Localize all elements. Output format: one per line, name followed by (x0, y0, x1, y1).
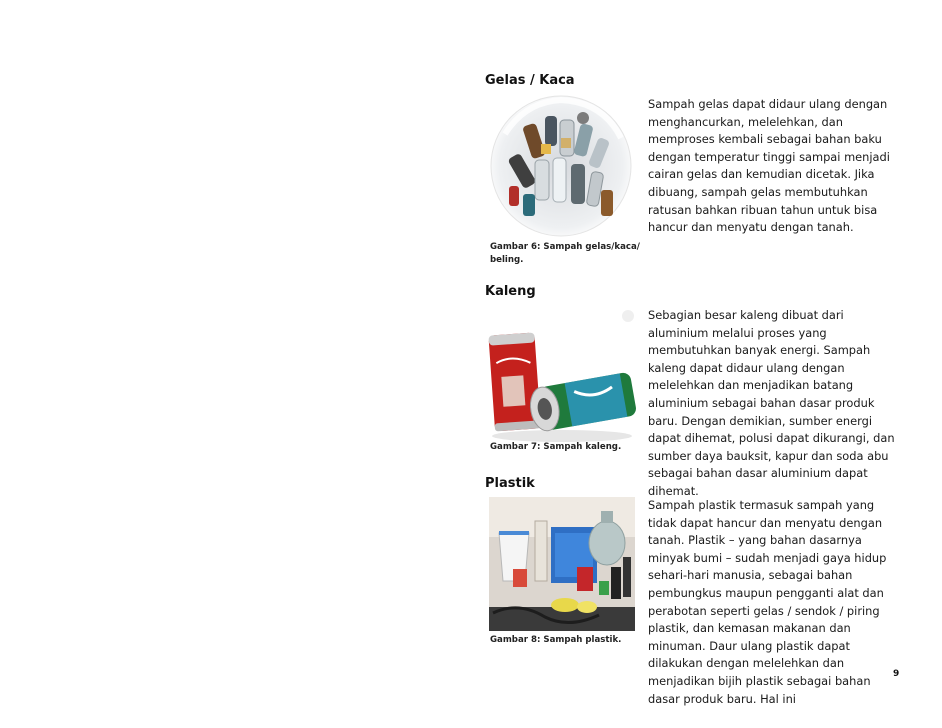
glass-bottles-image (485, 94, 637, 240)
section-heading-glass: Gelas / Kaca (485, 73, 575, 88)
glass-paragraph: Sampah gelas dapat didaur ulang dengan menghancurkan, melelehkan, dan memproses kembali sebagai bahan baku dengan temperatur tinggi sampai menjadi cairan gelas dan kemudian dicetak. Jika dibuang, sampah gelas membutuhkan ratusan bahkan ribuan tahun untuk bisa hancur dan menyatu dengan tanah. (648, 97, 890, 235)
page-number: 9 (893, 669, 900, 679)
cans-image (484, 306, 638, 444)
cans-caption: Gambar 7: Sampah kaleng. (490, 442, 622, 452)
cans-paragraph: Sebagian besar kaleng dibuat dari aluminium melalui proses yang membutuhkan banyak energi. Sampah kaleng dapat didaur ulang dengan melelehkan dan menjadikan batang aluminium sebagai bahan dasar produk baru. Dengan demikian, sumber energi dapat dihemat, polusi dapat dikurangi, dan sumber daya bauksit, kapur dan soda abu sebagai bahan dasar aluminium dapat dihemat. (648, 308, 895, 498)
plastic-image (489, 497, 635, 631)
section-heading-plastic: Plastik (485, 476, 535, 491)
section-heading-cans: Kaleng (485, 284, 536, 299)
glass-caption: Gambar 6: Sampah gelas/kaca/ beling. (490, 242, 640, 265)
plastic-caption: Gambar 8: Sampah plastik. (490, 635, 622, 645)
plastic-paragraph: Sampah plastik termasuk sampah yang tidak dapat hancur dan menyatu dengan tanah. Plastik – yang bahan dasarnya minyak bumi – sudah menjadi gaya hidup sehari-hari manusia, sebagai bahan pembungkus maupun pengganti alat dan perabotan seperti gelas / sendok / piring plastik, dan kemasan makanan dan minuman. Daur ulang plastik dapat dilakukan dengan melelehkan dan menjadikan bijih plastik sebagai bahan dasar produk baru. Hal ini (648, 498, 887, 706)
